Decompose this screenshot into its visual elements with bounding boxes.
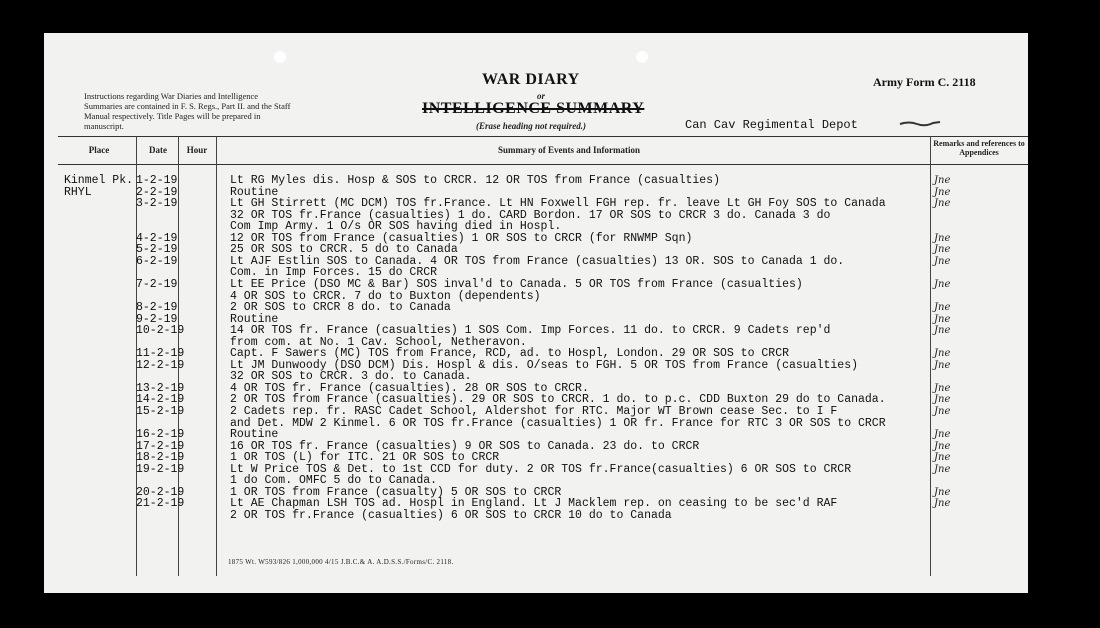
form-footer: 1875 Wt. W593/826 1,000,000 4/15 J.B.C.& A. A.D.S.S./Forms/C. 2118. bbox=[228, 558, 454, 566]
remark-cell: Jne bbox=[934, 486, 951, 498]
remark-cell: Jne bbox=[934, 452, 951, 464]
diary-row bbox=[44, 510, 1028, 522]
remark-cell: Jne bbox=[934, 348, 951, 360]
header-place: Place bbox=[88, 145, 110, 155]
remark-cell: Jne bbox=[934, 359, 951, 371]
form-title: WAR DIARY bbox=[482, 71, 580, 88]
date-cell: 5-2-19 bbox=[136, 243, 178, 257]
header-summary: Summary of Events and Information bbox=[497, 145, 640, 155]
entry-cell: Routine bbox=[230, 312, 279, 326]
date-cell: 11-2-19 bbox=[136, 347, 185, 361]
remark-cell: Jne bbox=[934, 278, 951, 290]
diary-row bbox=[44, 256, 1028, 268]
date-cell: 3-2-19 bbox=[136, 197, 178, 211]
entry-cell: 1 OR TOS from France (casualty) 5 OR SOS to CRCR bbox=[230, 485, 562, 499]
date-cell: 19-2-19 bbox=[136, 462, 185, 476]
remark-cell: Jne bbox=[934, 325, 951, 337]
remark-cell: Jne bbox=[934, 498, 951, 510]
entry-cell: and Det. MDW 2 Kinmel. 6 OR TOS fr.France (casualties) 1 OR fr. France for RTC 3 OR SOS to CRCR bbox=[230, 416, 886, 430]
diary-row bbox=[44, 302, 1028, 314]
date-cell: 7-2-19 bbox=[136, 277, 178, 291]
war-diary-sheet bbox=[44, 33, 1028, 593]
remark-cell: Jne bbox=[934, 255, 951, 267]
table-top-border bbox=[58, 136, 1028, 137]
entry-cell: 2 Cadets rep. fr. RASC Cadet School, Aldershot for RTC. Major WT Brown cease Sec. to I F bbox=[230, 405, 838, 418]
entry-cell: 2 OR TOS fr.France (casualties) 6 OR SOS to CRCR 10 do to Canada bbox=[230, 508, 672, 522]
entry-cell: Lt JM Dunwoody (DSO DCM) Dis. Hospl & dis. O/seas to FGH. 5 OR TOS from France (casualties) bbox=[230, 358, 859, 372]
remark-cell: Jne bbox=[934, 232, 951, 244]
remark-cell: Jne bbox=[934, 382, 951, 394]
date-cell: 6-2-19 bbox=[136, 254, 178, 268]
remark-cell: Jne bbox=[934, 313, 951, 325]
remark-cell: Jne bbox=[934, 463, 951, 475]
entry-cell: from com. at No. 1 Cav. School, Netheravon. bbox=[230, 335, 527, 349]
diary-row bbox=[44, 325, 1028, 337]
remark-cell: Jne bbox=[934, 429, 951, 441]
entry-cell: Lt EE Price (DSO MC & Bar) SOS inval'd to Canada. 5 OR TOS from France (casualties) bbox=[230, 277, 803, 291]
diary-row bbox=[44, 441, 1028, 453]
remark-cell: Jne bbox=[934, 440, 951, 452]
diary-row bbox=[44, 418, 1028, 430]
entry-cell: 2 OR SOS to CRCR 8 do. to Canada bbox=[230, 301, 451, 315]
date-cell: 20-2-19 bbox=[136, 485, 185, 499]
entry-cell: 1 do Com. OMFC 5 do to Canada. bbox=[230, 474, 438, 488]
date-cell: 21-2-19 bbox=[136, 497, 185, 511]
place-cell: Kinmel Pk. bbox=[64, 174, 134, 187]
remark-cell: Jne bbox=[934, 394, 951, 406]
remark-cell: Jne bbox=[934, 406, 951, 417]
entry-cell: 2 OR TOS from France (casualties). 29 OR SOS to CRCR. 1 do. to p.c. CDD Buxton 29 do to Canada. bbox=[230, 393, 886, 407]
entry-cell: Com Imp Army. 1 O/s OR SOS having died in Hospl. bbox=[230, 220, 562, 234]
date-cell: 2-2-19 bbox=[136, 185, 178, 199]
instructions-note: Instructions regarding War Diaries and Intelligence Summaries are contained in F. S. Regs., Part II. and the Staff Manual respectively. Title Pages will be prepared in manuscript. bbox=[84, 91, 291, 131]
remark-cell: Jne bbox=[934, 175, 951, 186]
date-cell: 8-2-19 bbox=[136, 301, 178, 315]
erase-note: (Erase heading not required.) bbox=[476, 121, 587, 131]
remark-cell: Jne bbox=[934, 186, 951, 198]
title-or: or bbox=[537, 91, 546, 101]
entry-cell: 12 OR TOS from France (casualties) 1 OR SOS to CRCR (for RNWMP Sqn) bbox=[230, 231, 693, 245]
entry-cell: Lt W Price TOS & Det. to 1st CCD for duty. 2 OR TOS fr.France(casualties) 6 OR SOS to CRCR bbox=[230, 462, 852, 476]
header-hour: Hour bbox=[186, 145, 208, 155]
entry-cell: Lt AE Chapman LSH TOS ad. Hospl in England. Lt J Macklem rep. on ceasing to be sec'd RAF bbox=[230, 497, 838, 511]
date-cell: 1-2-19 bbox=[136, 174, 178, 187]
diary-row bbox=[44, 464, 1028, 476]
date-cell: 16-2-19 bbox=[136, 428, 185, 442]
entry-cell: Lt RG Myles dis. Hosp & SOS to CRCR. 12 OR TOS from France (casualties) bbox=[230, 174, 720, 187]
remark-cell: Jne bbox=[934, 198, 951, 210]
date-cell: 15-2-19 bbox=[136, 405, 185, 418]
remark-cell: Jne bbox=[934, 244, 951, 256]
punch-hole bbox=[636, 51, 648, 63]
header-date: Date bbox=[149, 145, 167, 155]
diary-row bbox=[44, 233, 1028, 245]
diary-row bbox=[44, 291, 1028, 303]
entry-cell: 4 OR TOS fr. France (casualties). 28 OR SOS to CRCR. bbox=[230, 381, 589, 395]
entry-cell: Routine bbox=[230, 428, 279, 442]
date-cell: 13-2-19 bbox=[136, 381, 185, 395]
place-cell: RHYL bbox=[64, 185, 92, 199]
date-cell: 18-2-19 bbox=[136, 451, 185, 465]
entry-cell: 14 OR TOS fr. France (casualties) 1 SOS Com. Imp Forces. 11 do. to CRCR. 9 Cadets rep'd bbox=[230, 324, 831, 338]
date-cell: 17-2-19 bbox=[136, 439, 185, 453]
entry-cell: Capt. F Sawers (MC) TOS from France, RCD, ad. to Hospl, London. 29 OR SOS to CRCR bbox=[230, 347, 789, 361]
entry-cell: 32 OR TOS fr.France (casualties) 1 do. CARD Bordon. 17 OR SOS to CRCR 3 do. Canada 3 do bbox=[230, 208, 831, 222]
remark-cell: Jne bbox=[934, 302, 951, 314]
header-bottom-border bbox=[58, 164, 1028, 165]
entry-cell: 32 OR SOS to CRCR. 3 do. to Canada. bbox=[230, 370, 472, 384]
date-cell: 14-2-19 bbox=[136, 393, 185, 407]
entry-cell: Com. in Imp Forces. 15 do CRCR bbox=[230, 266, 438, 280]
entry-cell: 16 OR TOS fr. France (casualties) 9 OR SOS to Canada. 23 do. to CRCR bbox=[230, 439, 700, 453]
scribble-mark bbox=[899, 119, 941, 127]
header-remarks: Remarks and references to Appendices bbox=[933, 139, 1025, 157]
diary-row bbox=[44, 360, 1028, 372]
entry-cell: Routine bbox=[230, 185, 279, 199]
entry-cell: Lt GH Stirrett (MC DCM) TOS fr.France. Lt HN Foxwell FGH rep. fr. leave Lt GH Foy SOS to Canada bbox=[230, 197, 886, 211]
date-cell: 10-2-19 bbox=[136, 324, 185, 338]
army-form-number: Army Form C. 2118 bbox=[873, 75, 976, 89]
entry-cell: 4 OR SOS to CRCR. 7 do to Buxton (dependents) bbox=[230, 289, 541, 303]
date-cell: 4-2-19 bbox=[136, 231, 178, 245]
intelligence-summary-heading: INTELLIGENCE SUMMARY bbox=[422, 100, 645, 117]
entry-cell: 25 OR SOS to CRCR. 5 do to Canada bbox=[230, 243, 458, 257]
entry-cell: Lt AJF Estlin SOS to Canada. 4 OR TOS from France (casualties) 13 OR. SOS to Canada 1 do. bbox=[230, 254, 845, 268]
date-cell: 9-2-19 bbox=[136, 312, 178, 326]
diary-row bbox=[44, 175, 1028, 187]
unit-name: Can Cav Regimental Depot bbox=[685, 118, 858, 132]
date-cell: 12-2-19 bbox=[136, 358, 185, 372]
punch-hole bbox=[274, 51, 286, 63]
entry-cell: 1 OR TOS (L) for ITC. 21 OR SOS to CRCR bbox=[230, 451, 500, 465]
